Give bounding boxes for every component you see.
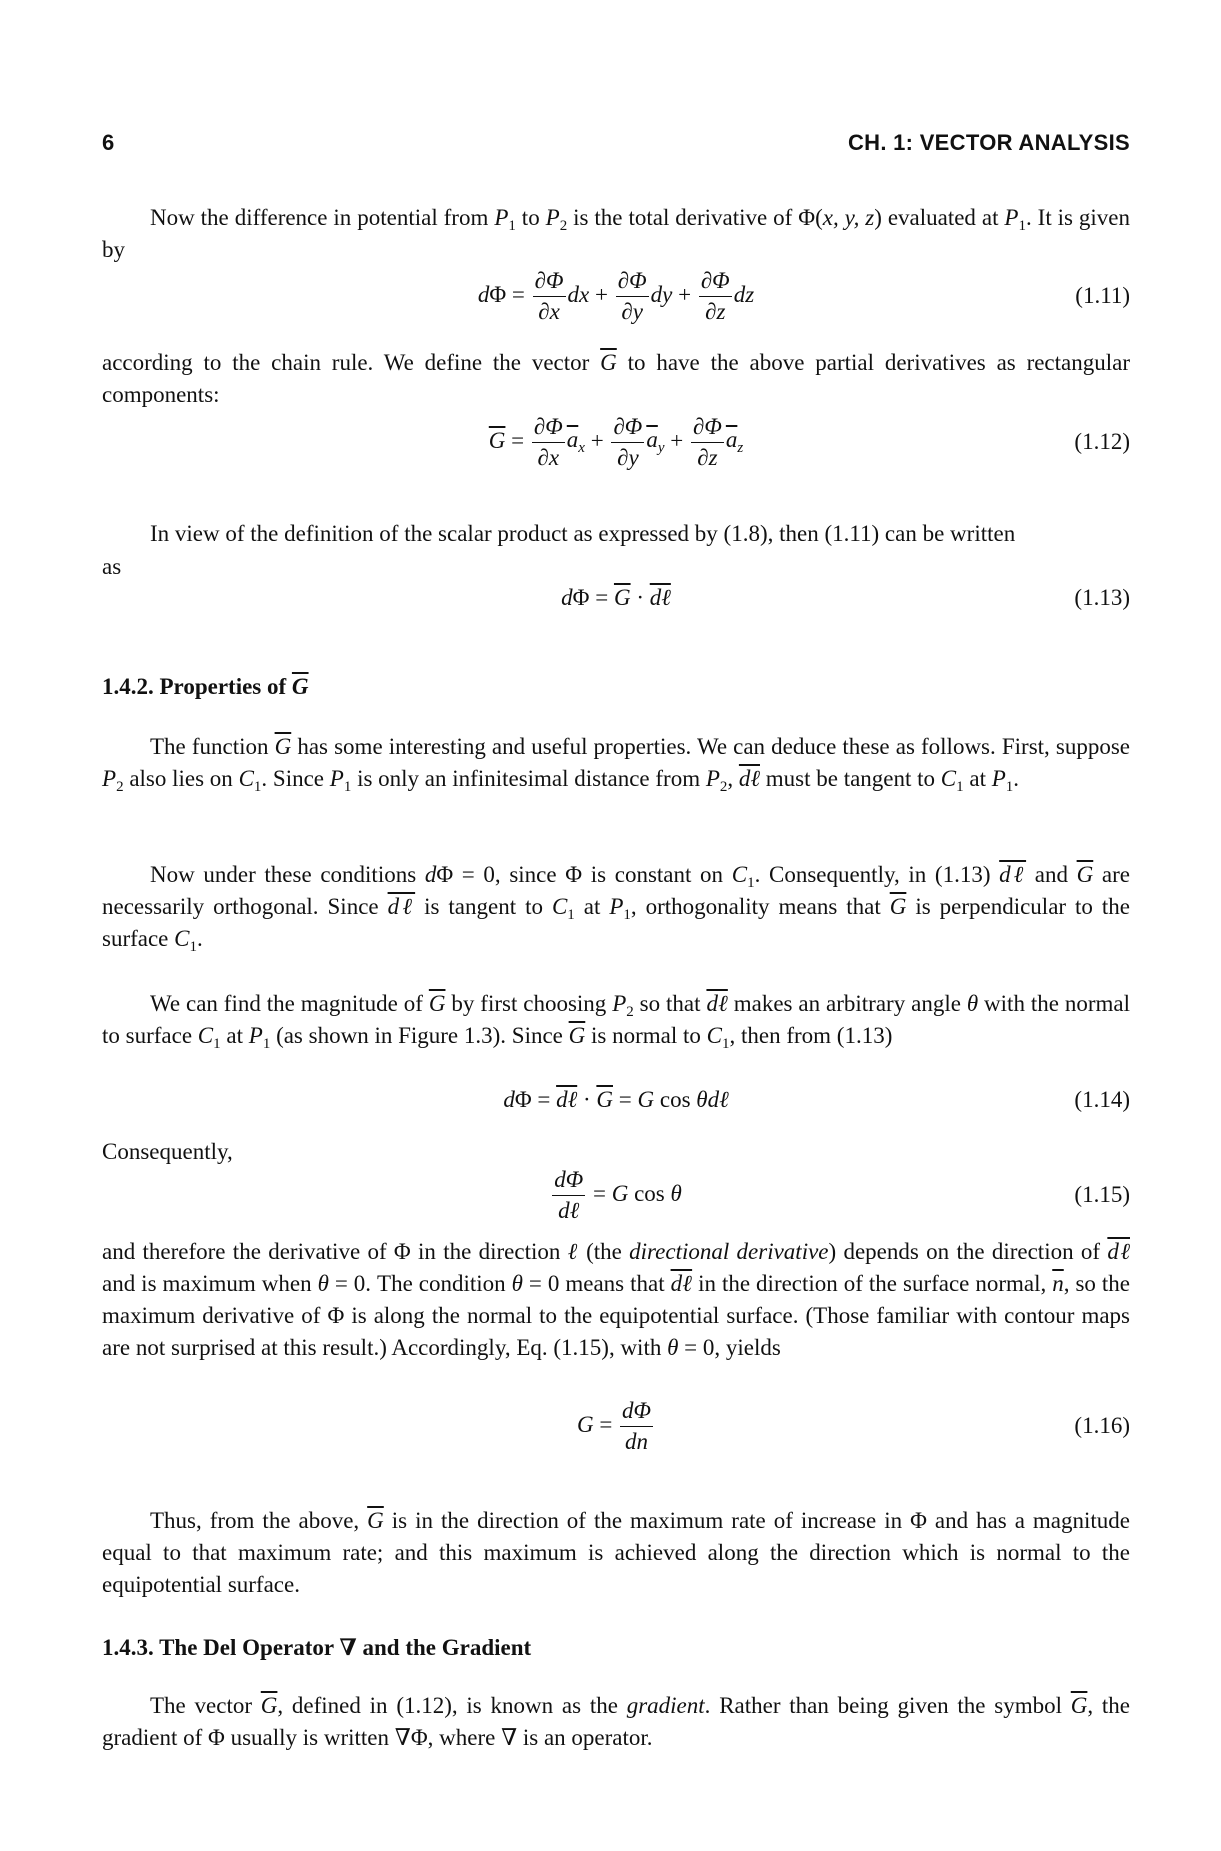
text-run: . Since [261,766,330,791]
fraction-numerator: dΦ [620,1396,653,1427]
fraction [699,266,732,327]
text-run: and therefore the derivative of Φ in the direction [102,1239,568,1264]
symbol-base: P [545,205,560,230]
symbol-base: C [940,766,957,791]
vector-symbol: $\overline{G}$ [291,674,309,699]
text-run: We can find the magnitude of [150,991,429,1016]
subscripted-symbol [612,991,634,1020]
math-symbol: d [477,281,490,307]
math-symbol: θ [670,1180,682,1206]
text-run: = [613,1087,638,1112]
symbol-base: C [238,766,254,791]
text-run: . Rather than being given the symbol [704,1693,1071,1718]
text-run: · [577,1087,597,1112]
text-run: is the total derivative of Φ( [567,205,823,230]
text-run: In view of the definition of the scalar product as expressed by (1.8), then (1.11) can be written [150,521,1016,546]
fraction-numerator: ∂Φ [532,412,565,443]
text-run: . [1013,766,1020,791]
math-symbol: dx [567,281,590,307]
symbol-base: P [102,766,117,791]
text-run: Φ = [514,1087,557,1112]
equation-number: (1.14) [1074,1087,1130,1112]
text-run: by first choosing [445,991,613,1016]
equation-body [561,585,671,611]
subscripted-symbol [494,205,516,234]
vector-symbol: dℓ [999,862,1027,887]
text-run: (as shown in Figure 1.3). Since [270,1023,569,1048]
vector-symbol: dℓ [556,1087,578,1112]
text-run: is perpendicular to the surface [102,894,1130,951]
section-heading-1-4-3 [102,1634,531,1661]
symbol-base: C [731,862,748,887]
text-run: , defined in (1.12), is known as the [277,1693,627,1718]
text-run: so that [633,991,707,1016]
math-symbol: G [637,1087,655,1112]
math-symbol: θ [667,1335,679,1360]
fraction-denominator: ∂y [621,298,643,324]
symbol-subscript: 1 [1018,218,1026,234]
subscripted-symbol [545,205,568,234]
vector-symbol: $\overline{G}$ [260,1693,278,1718]
vector-symbol: $\overline{G}$ [488,427,506,453]
vector-symbol: dℓ [670,1271,693,1296]
subscripted-symbol [705,766,728,795]
fraction [620,1396,653,1457]
text-run: has some interesting and useful properties. We can deduce these as follows. First, suppose [291,734,1130,759]
symbol-subscript: y [657,440,665,457]
fraction-denominator: ∂z [705,298,726,324]
fraction [691,412,724,473]
fraction-denominator: ∂x [537,444,560,470]
text-run: Thus, from the above, [150,1508,368,1533]
fraction-denominator: ∂z [697,444,718,470]
equation-1-13 [102,558,1130,638]
text-run: must be tangent to [760,766,941,791]
fraction-numerator: ∂Φ [699,266,732,297]
text-run: = [593,1411,619,1437]
fraction [533,266,566,327]
text-run: is normal to [585,1023,707,1048]
text-run: . [197,926,203,951]
symbol-base: C [197,1023,214,1048]
text-run: is in the direction of the maximum rate of increase in Φ and has a magnitude equal to that maximum rate; and this maximum is achieved along the direction which is normal to the equipotential surface. [102,1508,1130,1597]
vector-symbol: dℓ [1107,1239,1130,1264]
text-run: in the direction of the surface normal, [692,1271,1053,1296]
fraction-denominator: ∂y [617,444,639,470]
text-run: = 0, yields [678,1335,781,1360]
subscripted-symbol [238,766,262,795]
equation-1-11 [102,256,1130,336]
symbol-subscript: 1 [722,1036,730,1052]
symbol-subscript: 1 [189,939,197,955]
text-run: and [1026,862,1077,887]
subscripted-symbol [991,766,1014,795]
symbol-base: $\overline{a}$ [725,427,738,453]
subscripted-symbol [248,1023,271,1052]
fraction [552,1165,585,1226]
text-run: cos [654,1087,697,1112]
symbol-subscript: 1 [343,779,352,795]
text-run: is only an infinitesimal distance from [351,766,706,791]
math-symbol: dz [733,281,755,307]
fraction-numerator: dΦ [552,1165,585,1196]
emphasis: directional derivative [629,1239,829,1264]
math-symbol: dy [650,281,673,307]
subscripted-symbol [731,862,755,891]
text-run: also lies on [123,766,239,791]
equation-1-15 [102,1155,1130,1235]
equation-number: (1.12) [1074,429,1130,454]
symbol-subscript: 1 [262,1036,271,1052]
math-symbol: θ [511,1271,523,1296]
fraction [616,266,649,327]
math-symbol: θ [966,991,979,1016]
subscripted-symbol [706,1023,730,1052]
symbol-base: C [551,894,568,919]
text-run: at [574,894,610,919]
text-run: , then from (1.13) [729,1023,893,1048]
subscripted-symbol [174,926,197,955]
text-run: to have the above partial derivatives as rectangular components: [102,350,1130,407]
text-run: The vector [150,1693,261,1718]
unit-vector [725,427,744,457]
vector-symbol: dℓ [706,991,728,1016]
fraction-numerator: ∂Φ [611,412,644,443]
math-symbol: ℓ [567,1239,579,1264]
subscripted-symbol [551,894,575,923]
text-run: Consequently, [102,1139,233,1164]
math-symbol: θdℓ [696,1087,729,1112]
symbol-subscript: 1 [213,1036,221,1052]
symbol-base: C [706,1023,722,1048]
fraction-numerator: ∂Φ [533,266,566,297]
text-run: , [727,766,739,791]
equation-body [550,1165,682,1226]
vector-symbol: $\overline{G}$ [274,734,292,759]
symbol-base: $\overline{a}$ [566,427,579,453]
symbol-base: P [705,766,720,791]
fraction [611,412,644,473]
equation-1-12 [102,402,1130,482]
equation-number: (1.13) [1074,585,1130,610]
text-run: are necessarily orthogonal. Since [102,862,1130,919]
text-run: at [220,1023,249,1048]
vector-symbol: $\overline{G}$ [1076,862,1094,887]
text-run: as [102,554,122,579]
unit-vector [646,427,665,457]
vector-symbol: $\overline{G}$ [889,894,907,919]
text-run: . It is given by [102,205,1131,262]
symbol-base: P [329,766,344,791]
subscripted-symbol [329,766,352,795]
equation-1-16 [102,1386,1130,1466]
paragraph [102,518,1130,550]
vector-symbol: $\overline{G}$ [1070,1693,1088,1718]
math-symbol: x, y, z [822,205,875,230]
text-run: 1.4.2. Properties of [102,674,292,699]
text-run: = [505,427,530,453]
symbol-base: P [609,894,624,919]
symbol-subscript: 1 [253,779,262,795]
text-run: = [587,1180,612,1206]
vector-symbol: $\overline{G}$ [367,1508,384,1533]
vector-symbol: $\overline{G}$ [568,1023,586,1048]
paragraph [102,1236,1130,1364]
equation-body [577,1396,655,1457]
vector-symbol: $\overline{G}$ [600,350,617,375]
text-run: , so the maximum derivative of Φ is along the normal to the equipotential surface. (Those familiar with contour maps are not surprised at this result.) Accordingly, Eq. (1.15), with [102,1271,1131,1360]
unit-vector [566,427,585,457]
text-run: Φ = 0, since Φ is constant on [436,862,732,887]
symbol-subscript: 2 [626,1004,634,1020]
equation-1-14 [102,1060,1130,1140]
page-number: 6 [102,130,115,155]
symbol-subscript: z [737,440,744,457]
vector-symbol: dℓ [649,585,671,610]
math-symbol: θ [317,1271,329,1296]
paragraph [102,859,1130,955]
text-run: according to the chain rule. We define the vector [102,350,601,375]
symbol-base: P [494,205,509,230]
symbol-subscript: x [578,440,585,457]
text-run: , the gradient of Φ usually is written ∇Φ, where ∇ is an operator. [102,1693,1131,1750]
paragraph [102,988,1130,1052]
vector-symbol: dℓ [387,894,416,919]
symbol-subscript: 1 [623,907,631,923]
text-run: 1.4.3. The Del Operator ∇ and the Gradient [102,1635,532,1660]
symbol-subscript: 2 [559,218,568,234]
symbol-subscript: 1 [567,907,575,923]
text-run: = 0. The condition [328,1271,512,1296]
symbol-base: C [174,926,190,951]
fraction-numerator: ∂Φ [691,412,724,443]
text-run: = 0 means that [522,1271,671,1296]
vector-symbol: $\overline{G}$ [428,991,446,1016]
paragraph [102,1505,1130,1601]
subscripted-symbol [102,766,124,795]
subscripted-symbol [940,766,964,795]
equation-number: (1.11) [1075,283,1130,308]
symbol-subscript: 2 [719,779,728,795]
symbol-subscript: 2 [116,779,124,795]
symbol-subscript: 1 [956,779,964,795]
vector-symbol: $\overline{G}$ [613,585,631,610]
text-run: Now the difference in potential from [150,205,495,230]
symbol-base: P [248,1023,263,1048]
subscripted-symbol [1004,205,1026,234]
section-heading-1-4-2 [102,674,309,700]
equation-body [503,1087,728,1113]
equation-body [489,412,743,473]
symbol-subscript: 1 [747,875,755,891]
text-run: at [963,766,992,791]
text-run: (the [578,1239,630,1264]
fraction-denominator: dn [625,1428,649,1454]
vector-symbol: $\overline{G}$ [596,1087,613,1112]
text-run: + [672,281,697,307]
symbol-base: $\overline{a}$ [646,427,658,453]
emphasis: gradient [626,1693,705,1718]
text-run: + [584,427,610,453]
text-run: Φ = [572,585,614,610]
vector-symbol: $\overline{n}$ [1052,1271,1064,1296]
paragraph [102,1690,1130,1754]
paragraph [102,731,1130,795]
symbol-subscript: 1 [508,218,516,234]
text-run: + [664,427,689,453]
fraction-denominator: ∂x [538,298,560,324]
text-run: cos [628,1180,671,1206]
math-symbol: G [611,1180,629,1206]
fraction [532,412,565,473]
vector-symbol: dℓ [738,766,760,791]
symbol-base: P [1004,205,1019,230]
text-run: , orthogonality means that [630,894,890,919]
text-run: Now under these conditions [150,862,425,887]
symbol-subscript: 1 [1005,779,1014,795]
math-symbol: d [561,585,573,610]
subscripted-symbol [609,894,631,923]
math-symbol: d [424,862,437,887]
fraction-denominator: dℓ [558,1197,580,1223]
text-run: is tangent to [415,894,552,919]
text-run: with the normal to surface [102,991,1130,1048]
text-run: · [630,585,650,610]
equation-body [478,266,754,327]
text-run: Φ = [489,281,531,307]
text-run: The function [150,734,275,759]
text-run: ) evaluated at [874,205,1005,230]
fraction-numerator: ∂Φ [616,266,649,297]
text-run: + [589,281,614,307]
symbol-base: P [991,766,1006,791]
text-run: to [515,205,546,230]
text-run: and is maximum when [102,1271,318,1296]
equation-number: (1.15) [1074,1182,1130,1207]
symbol-base: P [612,991,627,1016]
text-run: . Consequently, in (1.13) [754,862,1000,887]
equation-number: (1.16) [1074,1413,1130,1438]
math-symbol: d [503,1087,515,1112]
subscripted-symbol [197,1023,221,1052]
math-symbol: G [576,1411,594,1437]
chapter-title: CH. 1: VECTOR ANALYSIS [847,130,1130,155]
text-run: ) depends on the direction of [828,1239,1108,1264]
text-run: makes an arbitrary angle [727,991,967,1016]
